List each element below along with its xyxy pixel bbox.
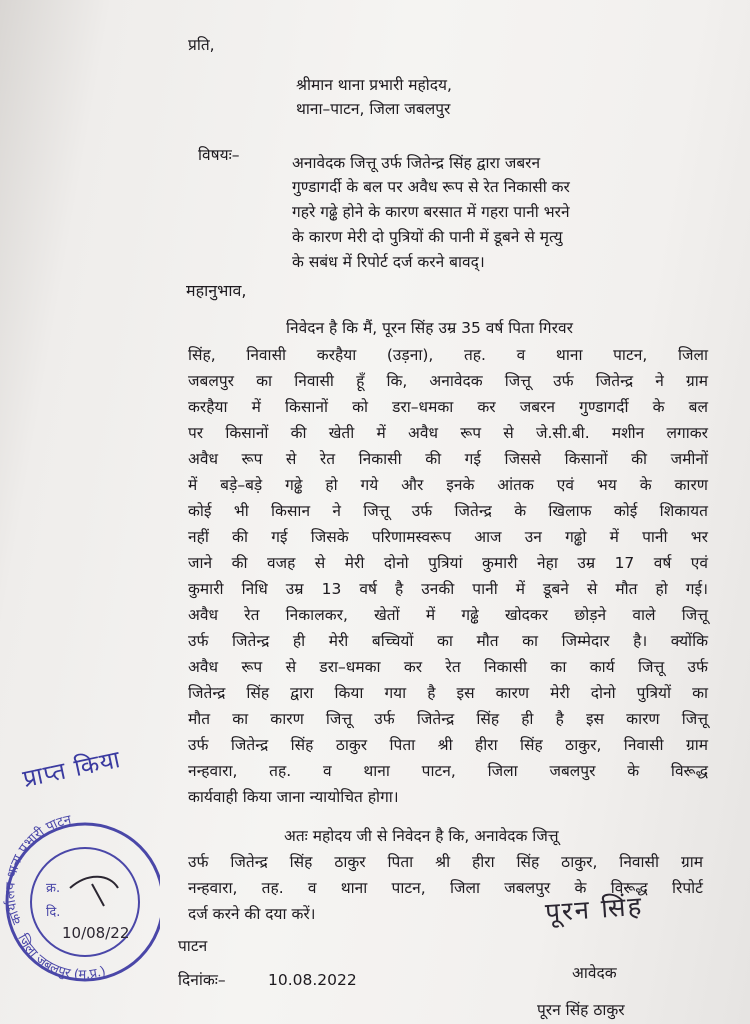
- request-line: नन्हवारा, तह. व थाना पाटन, जिला जबलपुर के विरूद्ध रिपोर्ट: [188, 879, 703, 897]
- applicant-name: पूरन सिंह ठाकुर: [537, 1001, 625, 1019]
- request-line: अतः महोदय जी से निवेदन है कि, अनावेदक जित्तू: [284, 827, 559, 845]
- body-line: उर्फ जितेन्द्र सिंह ठाकुर पिता श्री हीरा सिंह ठाकुर, निवासी ग्राम: [188, 736, 708, 754]
- body-line: में बड़े–बड़े गढ्ढे हो गये और इनके आंतक एवं भय के कारण: [188, 476, 708, 494]
- body-line: निवेदन है कि मैं, पूरन सिंह उम्र 35 वर्ष पिता गिरवर: [286, 319, 573, 337]
- date-label: दिनांकः–: [178, 971, 226, 989]
- stamp-date-label: दि.: [46, 905, 61, 920]
- body-line: कार्यवाही किया जाना न्यायोचित होगा।: [188, 788, 399, 806]
- received-note: प्राप्त किया: [20, 744, 124, 794]
- subject-line: के कारण मेरी दो पुत्रियों की पानी में डूबने से मृत्यु: [292, 228, 563, 246]
- subject-line: के सबंध में रिपोर्ट दर्ज करने बावद्।: [292, 253, 485, 271]
- svg-text:कार्यालय थाना प्रभारी पाटन: [3, 812, 74, 926]
- police-station-stamp: [0, 802, 160, 987]
- date-value: 10.08.2022: [268, 971, 357, 989]
- body-line: मौत का कारण जित्तू उर्फ जितेन्द्र सिंह ही है इस कारण जित्तू: [188, 710, 708, 728]
- subject-label: विषयः–: [198, 146, 240, 164]
- subject-line: गहरे गढ्ढे होने के कारण बरसात में गहरा पानी भरने: [292, 203, 570, 221]
- body-line: जाने की वजह से मेरी दोनो पुत्रियां कुमारी नेहा उम्र 17 वर्ष एवं: [188, 554, 708, 572]
- stamp-serial-label: क्र.: [46, 881, 61, 896]
- subject-line: गुण्डागर्दी के बल पर अवैध रूप से रेत निकासी कर: [292, 178, 570, 196]
- body-line: अवैध रेत निकालकर, खेतों में गढ्ढे खोदकर छोड़ने वाले जित्तू: [188, 606, 708, 624]
- request-line: दर्ज करने की दया करें।: [188, 905, 316, 923]
- subject-line: अनावेदक जित्तू उर्फ जितेन्द्र सिंह द्वारा जबरन: [292, 154, 541, 172]
- body-line: कोई भी किसान ने जित्तू उर्फ जितेन्द्र के खिलाफ कोई शिकायत: [188, 502, 708, 520]
- body-line: अवैध रूप से रेत निकासी की गई जिससे किसानों की जमीनों: [188, 450, 708, 468]
- stamp-initials-scribble: [70, 877, 118, 906]
- place: पाटन: [178, 937, 208, 955]
- applicant-signature: पूरन सिंह: [544, 891, 645, 929]
- recipient-line-1: श्रीमान थाना प्रभारी महोदय,: [296, 76, 452, 94]
- request-line: उर्फ जितेन्द्र सिंह ठाकुर पिता श्री हीरा सिंह ठाकुर, निवासी ग्राम: [188, 853, 703, 871]
- body-line: जबलपुर का निवासी हूँ कि, अनावेदक जित्तू उर्फ जितेन्द्र ने ग्राम: [188, 372, 708, 390]
- salutation: महानुभाव,: [186, 281, 247, 300]
- body-line: उर्फ जितेन्द्र ही मेरी बच्चियों का मौत का जिम्मेदार है। क्योंकि: [188, 632, 708, 650]
- to-label: प्रति,: [188, 36, 215, 54]
- recipient-line-2: थाना–पाटन, जिला जबलपुर: [296, 100, 451, 118]
- applicant-label: आवेदक: [572, 964, 617, 982]
- body-line: जितेन्द्र सिंह द्वारा किया गया है इस कारण मेरी दोनो पुत्रियों का: [188, 684, 708, 702]
- body-line: करहैया में किसानों को डरा–धमका कर जबरन गुण्डागर्दी के बल: [188, 398, 708, 416]
- body-line: सिंह, निवासी करहैया (उड़ना), तह. व थाना पाटन, जिला: [188, 346, 708, 364]
- stamp-outer-text: कार्यालय थाना प्रभारी पाटन: [3, 812, 73, 927]
- stamp-handwritten-date: 10/08/22: [62, 924, 130, 942]
- body-line: पर किसानों की खेती में अवैध रूप से जे.सी.बी. मशीन लगाकर: [188, 424, 708, 442]
- body-line: नन्हवारा, तह. व थाना पाटन, जिला जबलपुर के विरूद्ध: [188, 762, 708, 780]
- body-line: कुमारी निधि उम्र 13 वर्ष है उनकी पानी में डूबने से मौत हो गई।: [188, 580, 708, 598]
- body-line: नहीं की गई जिसके परिणामस्वरूप आज उन गढ्ढो में पानी भर: [188, 528, 708, 546]
- body-line: अवैध रूप से डरा–धमका कर रेत निकासी का कार्य जित्तू उर्फ: [188, 658, 708, 676]
- stamp-bottom-text: जिला जबलपुर (म.प्र.): [14, 931, 108, 983]
